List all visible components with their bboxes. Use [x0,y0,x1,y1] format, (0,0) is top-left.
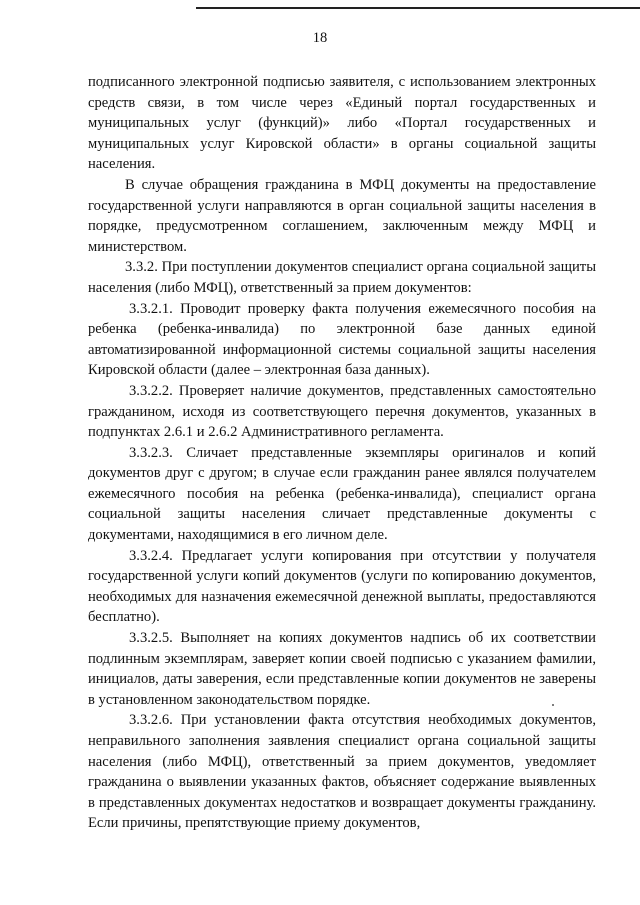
page-number: 18 [312,30,328,46]
top-rule [196,7,640,9]
scan-speck [552,704,554,706]
paragraph-3-3-2-6: 3.3.2.6. При установлении факта отсутствия необходимых документов, неправильного заполнения заявления специалист органа социальной защиты населения (либо МФЦ), ответственный за прием документов, уведомляет гражданина о выявлении указанных фактов, объясняет содержание выявленных в представленных документах недостатков и возвращает документы гражданину. Если причины, препятствующие приему документов, [88,712,596,832]
paragraph-3-3-2-3: 3.3.2.3. Сличает представленные экземпляры оригиналов и копий документов друг с другом; в случае если гражданин ранее являлся получателем ежемесячного пособия на ребенка (ребенка-инвалида), специалист органа социальной защиты населения сличает представленные документы с документами, находящимися в его личном деле. [88,444,596,544]
paragraph-3-3-2: 3.3.2. При поступлении документов специалист органа социальной защиты населения (либо МФЦ), ответственный за прием документов: [88,259,596,296]
paragraph-3-3-2-2: 3.3.2.2. Проверяет наличие документов, представленных самостоятельно гражданином, исходя из соответствующего перечня документов, указанных в подпунктах 2.6.1 и 2.6.2 Административного регламента. [88,382,596,441]
paragraph-3-3-2-4: 3.3.2.4. Предлагает услуги копирования при отсутствии у получателя государственной услуги копий документов (услуги по копированию документов, необходимых для назначения ежемесячной денежной выплаты, предоставляются бесплатно). [88,547,596,626]
paragraph-3-3-2-1: 3.3.2.1. Проводит проверку факта получения ежемесячного пособия на ребенка (ребенка-инвалида) по электронной базе данных единой автоматизированной информационной системы социальной защиты населения Кировской области (далее – электронная база данных). [88,300,596,379]
paragraph-mfc: В случае обращения гражданина в МФЦ документы на предоставление государственной услуги направляются в орган социальной защиты населения в порядке, предусмотренном соглашением, заключенным между МФЦ и министерством. [88,176,596,255]
paragraph-3-3-2-5: 3.3.2.5. Выполняет на копиях документов надпись об их соответствии подлинным экземплярам, заверяет копии своей подписью с указанием фамилии, инициалов, даты заверения, если представленные копии документов не заверены в установленном законодательством порядке. [88,630,596,708]
paragraph-continuation: подписанного электронной подписью заявителя, с использованием электронных средств связи, в том числе через «Единый портал государственных и муниципальных услуг (функций)» либо «Портал государственных и муниципальных услуг Кировской области» в органы социальной защиты населения. [88,74,596,173]
document-body [88,72,596,834]
